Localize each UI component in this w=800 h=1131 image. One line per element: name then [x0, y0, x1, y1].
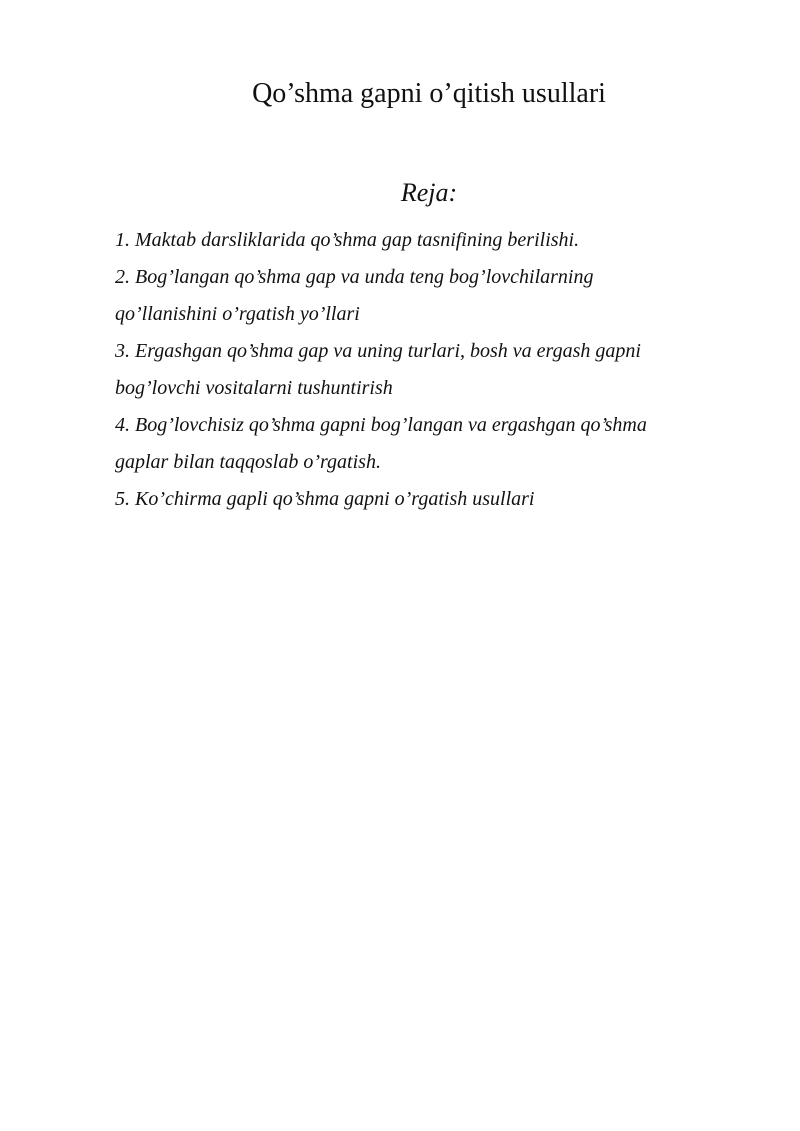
plan-item-line: 3. Ergashgan qo’shma gap va uning turlari, bosh va ergash gapni [115, 340, 641, 362]
plan-item-line: 5. Ko’chirma gapli qo’shma gapni o’rgatish usullari [115, 488, 535, 510]
plan-item-2 [115, 259, 735, 333]
plan-item-line: qo’llanishini o’rgatish yo’llari [115, 303, 360, 325]
plan-item-line: bog’lovchi vositalarni tushuntirish [115, 377, 393, 399]
plan-item-3 [115, 333, 735, 407]
plan-item-5 [115, 481, 735, 518]
plan-item-line: gaplar bilan taqqoslab o’rgatish. [115, 451, 381, 473]
plan-item-4 [115, 407, 735, 481]
plan-item-1 [115, 222, 735, 259]
plan-item-line: 4. Bog’lovchisiz qo’shma gapni bog’langan va ergashgan qo’shma [115, 414, 647, 436]
plan-item-line: 2. Bog’langan qo’shma gap va unda teng bog’lovchilarning [115, 266, 594, 288]
plan-list [115, 222, 735, 518]
plan-heading: Reja: [400, 178, 458, 207]
plan-item-line: 1. Maktab darsliklarida qo’shma gap tasnifining berilishi. [115, 229, 580, 251]
document-title: Qo’shma gapni o’qitish usullari [252, 78, 606, 109]
